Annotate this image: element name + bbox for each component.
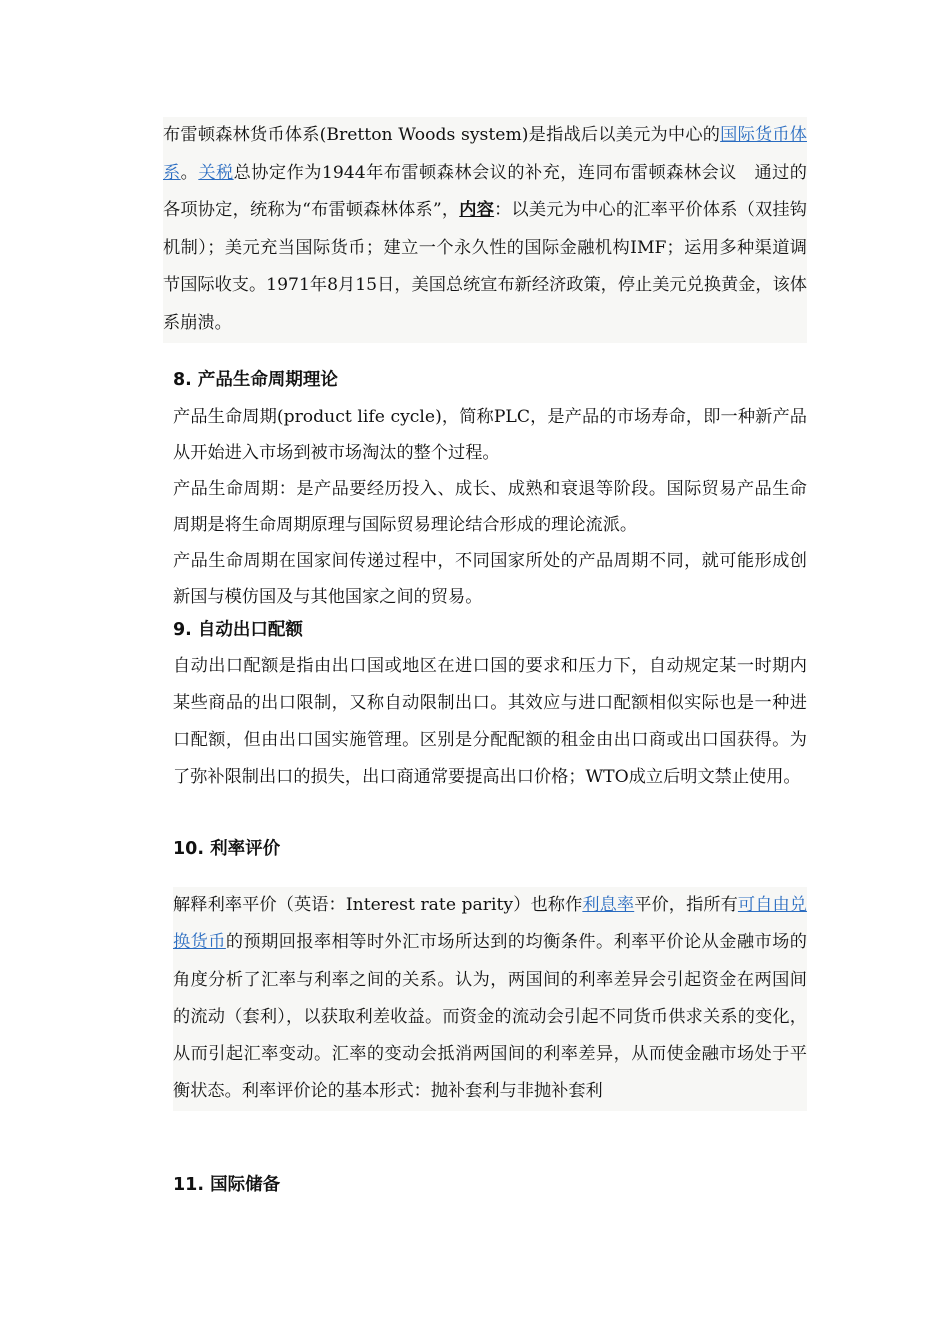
plc-paragraph-2: 产品生命周期：是产品要经历投入、成长、成熟和衰退等阶段。国际贸易产品生命周期是将生命周期原理与国际贸易理论结合形成的理论流派。 (173, 479, 807, 535)
heading-voluntary-export-quota: 9. 自动出口配额 (173, 620, 303, 640)
product-life-cycle-body (173, 399, 807, 615)
bretton-text-3: 总协定作为1944年布雷顿森林会议的补充，连同布雷顿森林会议 通过的各项协定，统称为“布雷顿森林体系”， (163, 162, 807, 221)
link-convertible-currency[interactable]: 可自由兑换货币 (173, 895, 807, 953)
plc-paragraph-3: 产品生命周期在国家间传递过程中，不同国家所处的产品周期不同，就可能形成创新国与模仿国及与其他国家之间的贸易。 (173, 551, 807, 607)
heading-international-reserves: 11. 国际储备 (173, 1175, 281, 1195)
bretton-content-label: 内容 (459, 200, 495, 221)
heading-interest-rate-parity: 10. 利率评价 (173, 839, 281, 859)
irp-text-2: 平价，指所有 (634, 895, 738, 915)
irp-text-1: 解释利率平价（英语：Interest rate parity）也称作 (173, 895, 583, 915)
link-interest-rate[interactable]: 利息率 (582, 895, 635, 915)
irp-text-3: 的预期回报率相等时外汇市场所达到的均衡条件。利率平价论从金融市场的角度分析了汇率与利率之间的关系。认为，两国间的利率差异会引起资金在两国间的流动（套利），以获取利差收益。而资金的流动会引起不同货币供求关系的变化，从而引起汇率变动。汇率的变动会抵消两国间的利率差异，从而使金融市场处于平衡状态。利率评价论的基本形式：抛补套利与非抛补套利 (173, 932, 807, 1102)
link-tariff[interactable]: 关税 (198, 162, 234, 183)
link-international-monetary-system[interactable]: 国际货币体系 (163, 125, 807, 183)
bretton-woods-paragraph (163, 117, 807, 343)
heading-product-life-cycle: 8. 产品生命周期理论 (173, 370, 338, 390)
export-quota-body (173, 648, 807, 796)
bretton-text-2: 。 (180, 162, 199, 183)
bretton-text-1: 布雷顿森林货币体系(Bretton Woods system)是指战后以美元为中心的 (163, 125, 721, 145)
interest-parity-paragraph (173, 887, 807, 1111)
plc-paragraph-1: 产品生命周期(product life cycle)，简称PLC，是产品的市场寿命，即一种新产品从开始进入市场到被市场淘汰的整个过程。 (173, 407, 807, 463)
export-quota-paragraph: 自动出口配额是指由出口国或地区在进口国的要求和压力下，自动规定某一时期内某些商品的出口限制，又称自动限制出口。其效应与进口配额相似实际也是一种进口配额，但由出口国实施管理。区别是分配配额的租金由出口商或出口国获得。为了弥补限制出口的损失，出口商通常要提高出口价格；WTO成立后明文禁止使用。 (173, 656, 807, 787)
bretton-text-4: ：以美元为中心的汇率平价体系（双挂钩机制）；美元充当国际货币；建立一个永久性的国际金融机构IMF；运用多种渠道调节国际收支。1971年8月15日，美国总统宣布新经济政策，停止美元兑换黄金，该体系崩溃。 (163, 200, 807, 333)
